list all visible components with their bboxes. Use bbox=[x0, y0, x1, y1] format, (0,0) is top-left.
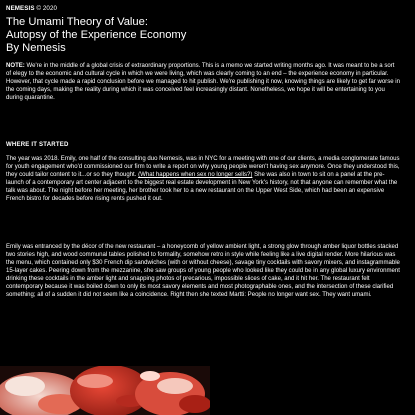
title-byline: By Nemesis bbox=[6, 42, 66, 54]
article-title bbox=[6, 16, 186, 55]
paragraph-1 bbox=[6, 155, 401, 203]
paragraph-1-text: The year was 2018. Emily, one half of the consulting duo Nemesis, was in NYC for a meeting with one of our clients, a media conglomerate famous for youth engagement who'd commissioned our firm to write a report on why young people weren't having sex anymore. Once they understood this, they could tailor content to it...or so they thought. bbox=[6, 156, 400, 179]
copyright-text: © 2020 bbox=[36, 5, 58, 12]
title-line-1: The Umami Theory of Value: bbox=[6, 16, 148, 28]
title-line-2: Autopsy of the Experience Economy bbox=[6, 29, 187, 41]
intro-note bbox=[6, 62, 401, 102]
note-label: NOTE: bbox=[6, 63, 25, 69]
note-text: We're in the middle of a global crisis of extraordinary proportions. This is a memo we started writing months ago. It was meant to be a sort of elegy to the economic and cultural cycle in which we were living, which was clearly coming to an end – the experience economy in particular. However, that cycle made a rapid conclusion before we managed to hit publish. We're publishing it now, knowing things are likely to get far worse in the coming days, making the reality during which it was conceived feel increasingly distant. Nonetheless, we hope it will be entertaining to you during quarantine. bbox=[6, 63, 400, 102]
section-heading: WHERE IT STARTED bbox=[6, 142, 69, 148]
photo-of-red-food-icon bbox=[0, 366, 210, 415]
site-header bbox=[6, 5, 57, 12]
paragraph-1-text-cont: She was also in town to sit on a panel at the pre-launch of a contemporary art center adjacent to the biggest real estate development in New York's history, not that anyone can remember what the talk was about. The night before her meeting, her brother took her to a new restaurant on the Upper West Side, which had been an expensive French bistro for decades before rising rents pushed it out. bbox=[6, 172, 398, 203]
inline-article-link[interactable]: (What happens when sex no longer sells?) bbox=[138, 172, 253, 179]
paragraph-2: Emily was entranced by the décor of the new restaurant – a honeycomb of yellow ambient light, a strong glow through amber liquor bottles stacked two stories high, and wood communal tables polished to formality, somehow retro in style while feeling like a live digital render. More hilarious was the menu, which contained only $30 French dip sandwiches (with or without cheese), savage tiny cocktails with savory mixers, and instagrammable 15-layer cakes. Peering down from the mezzanine, she saw groups of young people who looked like they could be in any global luxury environment drinking these cocktails in the amber light and snapping photos of precarious, impossible slices of cake, and it hit her. The restaurant felt contemporary because it was boiled down to only its most savory elements and most photographable ones, and the intersection of these clarified something; all of a sudden it did not seem like a coincidence. Right then she texted Martti: People no longer want sex. They want umami. bbox=[6, 244, 400, 299]
brand-logo[interactable]: NEMESIS bbox=[6, 5, 35, 12]
